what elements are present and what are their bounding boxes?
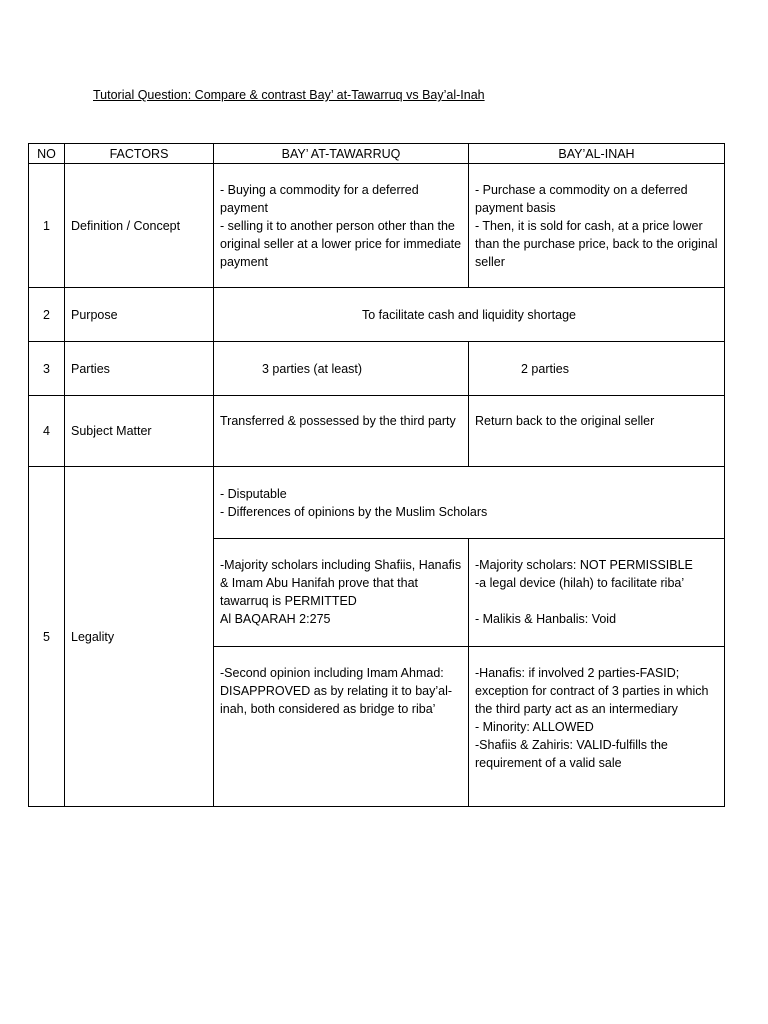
header-no: NO bbox=[29, 144, 65, 164]
row-number: 5 bbox=[29, 467, 65, 807]
row-number: 4 bbox=[29, 396, 65, 467]
inah-parties-text: 2 parties bbox=[521, 361, 569, 376]
document-title: Tutorial Question: Compare & contrast Bay’ at-Tawarruq vs Bay’al-Inah bbox=[93, 88, 485, 102]
header-tawarruq: BAY’ AT-TAWARRUQ bbox=[214, 144, 469, 164]
factor-cell: Purpose bbox=[65, 288, 214, 342]
factor-cell: Definition / Concept bbox=[65, 164, 214, 288]
row-number: 2 bbox=[29, 288, 65, 342]
shared-cell: - Disputable - Differences of opinions by the Muslim Scholars bbox=[214, 467, 725, 539]
shared-cell: To facilitate cash and liquidity shortage bbox=[214, 288, 725, 342]
table-row bbox=[29, 164, 725, 288]
factor-cell: Legality bbox=[65, 467, 214, 807]
inah-cell: Return back to the original seller bbox=[469, 396, 725, 467]
header-inah: BAY’AL-INAH bbox=[469, 144, 725, 164]
table-row bbox=[29, 467, 725, 539]
comparison-table bbox=[28, 143, 725, 807]
inah-cell: -Majority scholars: NOT PERMISSIBLE -a legal device (hilah) to facilitate riba’ - Malikis & Hanbalis: Void bbox=[469, 539, 725, 647]
inah-cell: -Hanafis: if involved 2 parties-FASID; exception for contract of 3 parties in which the third party act as an intermediary - Minority: ALLOWED -Shafiis & Zahiris: VALID-fulfills the requirement of a valid sale bbox=[469, 647, 725, 807]
tawarruq-cell: -Majority scholars including Shafiis, Hanafis & Imam Abu Hanifah prove that that tawarruq is PERMITTED Al BAQARAH 2:275 bbox=[214, 539, 469, 647]
table-header-row bbox=[29, 144, 725, 164]
factor-cell: Subject Matter bbox=[65, 396, 214, 467]
header-factors: FACTORS bbox=[65, 144, 214, 164]
table-row bbox=[29, 396, 725, 467]
tawarruq-parties-text: 3 parties (at least) bbox=[262, 361, 363, 376]
tawarruq-cell: Transferred & possessed by the third party bbox=[214, 396, 469, 467]
row-number: 1 bbox=[29, 164, 65, 288]
tawarruq-cell: - Buying a commodity for a deferred payment - selling it to another person other than the original seller at a lower price for immediate payment bbox=[214, 164, 469, 288]
table-row bbox=[29, 342, 725, 396]
tawarruq-cell: -Second opinion including Imam Ahmad: DISAPPROVED as by relating it to bay’al-inah, both considered as bridge to riba’ bbox=[214, 647, 469, 807]
inah-cell bbox=[469, 342, 725, 396]
table-row bbox=[29, 288, 725, 342]
inah-cell: - Purchase a commodity on a deferred payment basis - Then, it is sold for cash, at a price lower than the purchase price, back to the original seller bbox=[469, 164, 725, 288]
factor-cell: Parties bbox=[65, 342, 214, 396]
tawarruq-cell bbox=[214, 342, 469, 396]
row-number: 3 bbox=[29, 342, 65, 396]
